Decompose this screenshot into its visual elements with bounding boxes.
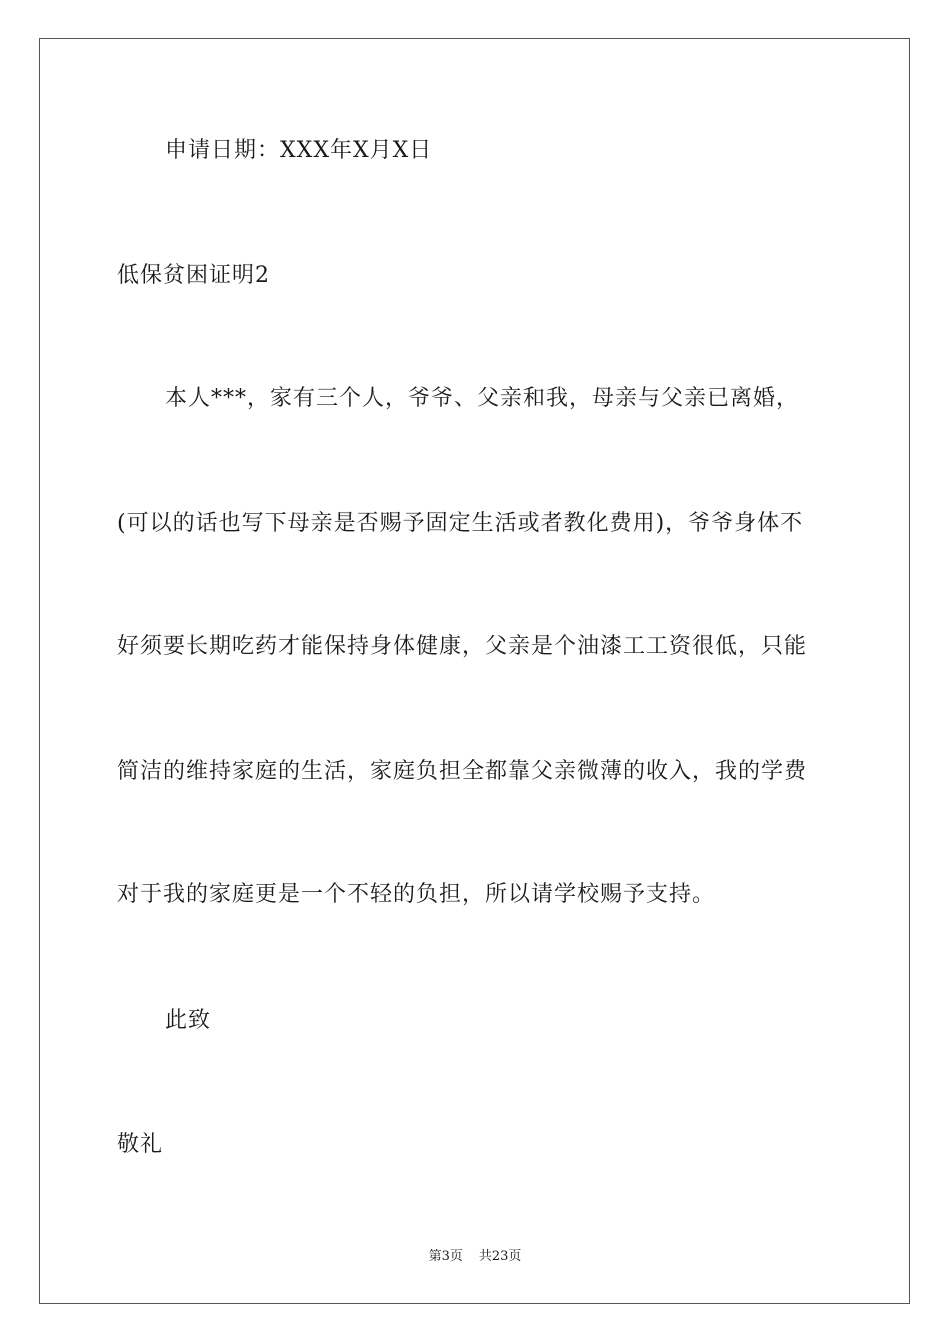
page-footer <box>0 1248 950 1266</box>
body-text-line: 简洁的维持家庭的生活，家庭负担全都靠父亲微薄的收入，我的学费 <box>117 759 808 784</box>
page-number: 第3页 <box>428 1249 463 1264</box>
section-heading: 低保贫困证明2 <box>117 263 270 288</box>
total-pages: 共23页 <box>478 1249 522 1264</box>
page-border <box>39 38 910 1304</box>
closing-regards: 敬礼 <box>117 1132 164 1157</box>
body-text-line: 对于我的家庭更是一个不轻的负担，所以请学校赐予支持。 <box>117 882 716 907</box>
closing-salutation: 此致 <box>165 1008 212 1033</box>
body-text-line: 好须要长期吃药才能保持身体健康，父亲是个油漆工工资很低，只能 <box>117 634 808 659</box>
application-date-line: 申请日期：XXX年X月X日 <box>165 138 433 163</box>
body-text-line: 本人***，家有三个人，爷爷、父亲和我，母亲与父亲已离婚， <box>165 386 800 411</box>
body-text-line: (可以的话也写下母亲是否赐予固定生活或者教化费用)，爷爷身体不 <box>117 511 804 536</box>
